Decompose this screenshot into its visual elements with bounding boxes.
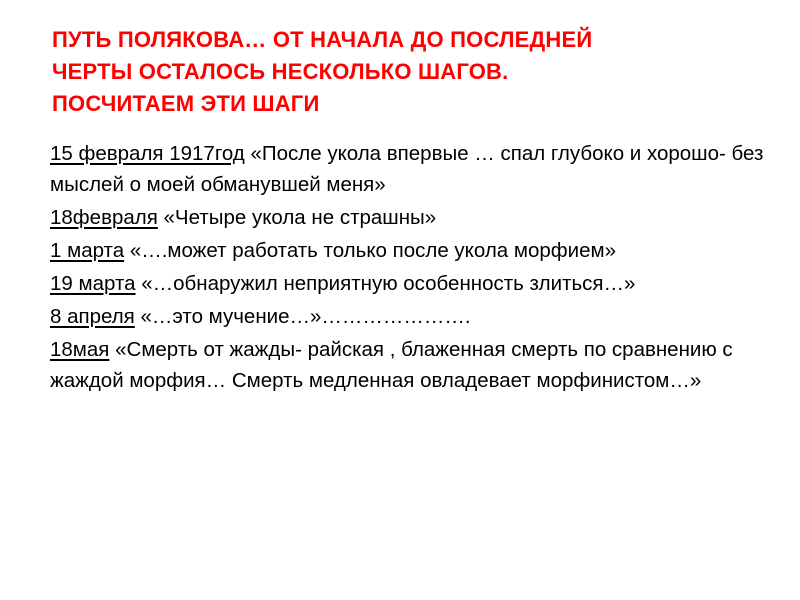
entry-quote: «….может работать только после укола морфием»	[129, 239, 616, 262]
diary-entry	[50, 202, 770, 233]
entry-date: 19 марта	[50, 272, 136, 295]
entry-date: 1 марта	[50, 239, 125, 262]
entry-quote: «…обнаружил неприятную особенность злиться…»	[141, 272, 636, 295]
entry-date: 18февраля	[50, 206, 158, 229]
entry-quote: «…это мучение…»………………….	[140, 305, 471, 328]
entry-quote: «После укола впервые … спал глубоко и хорошо- без мыслей о моей обманувшей меня»	[50, 142, 764, 196]
entry-date: 15 февраля 1917год	[50, 142, 245, 165]
entry-quote: «Смерть от жажды- райская , блаженная смерть по сравнению с жаждой морфия… Смерть медленная овладевает морфинистом…»	[50, 338, 733, 392]
diary-entries-list	[50, 138, 770, 398]
diary-entry	[50, 334, 770, 396]
slide-title-line-3: ПОСЧИТАЕМ ЭТИ ШАГИ	[52, 91, 320, 116]
slide-title-line-1: ПУТЬ ПОЛЯКОВА… ОТ НАЧАЛА ДО ПОСЛЕДНЕЙ	[52, 27, 593, 52]
slide-title	[52, 24, 772, 120]
entry-date: 8 апреля	[50, 305, 135, 328]
slide-title-line-2: ЧЕРТЫ ОСТАЛОСЬ НЕСКОЛЬКО ШАГОВ.	[52, 59, 509, 84]
diary-entry	[50, 301, 770, 332]
diary-entry	[50, 268, 770, 299]
diary-entry	[50, 235, 770, 266]
diary-entry	[50, 138, 770, 200]
entry-quote: «Четыре укола не страшны»	[163, 206, 437, 229]
entry-date: 18мая	[50, 338, 110, 361]
